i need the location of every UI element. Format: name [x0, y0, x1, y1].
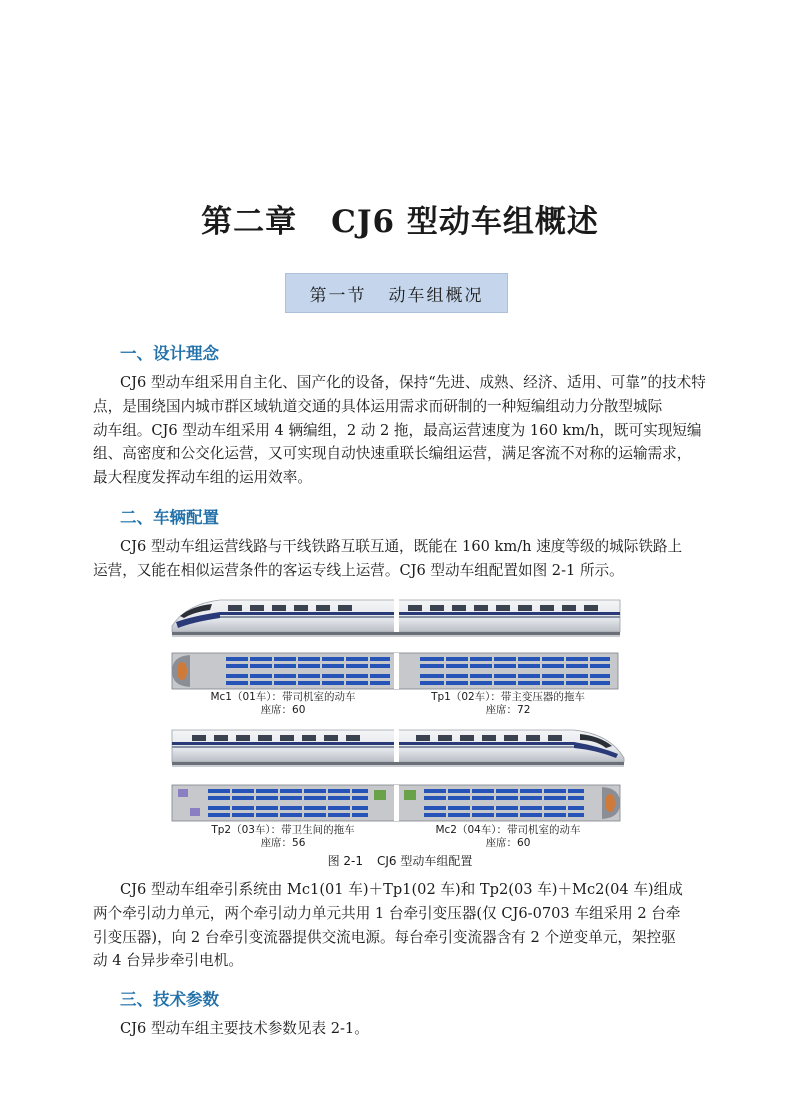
train-side-view-bottom — [172, 728, 624, 767]
car-seats: 座席：56 — [260, 837, 306, 849]
text-line: 动 4 台异步牵引电机。 — [93, 952, 243, 970]
text-line: 运营，又能在相似运营条件的客运专线上运营。CJ6 型动车组配置如图 2-1 所示。 — [93, 561, 624, 579]
text-line: CJ6 型动车组主要技术参数见表 2-1。 — [120, 1020, 369, 1037]
text-line: 最大程度发挥动车组的运用效率。 — [93, 469, 312, 487]
car-seats: 座席：60 — [260, 704, 306, 716]
text-line: 动车组。CJ6 型动车组采用 4 辆编组，2 动 2 拖，最高运营速度为 160 km/h，既可实现短编 — [93, 421, 702, 439]
text-line: 点，是围绕国内城市群区域轨道交通的具体运用需求而研制的一种短编组动力分散型城际 — [93, 397, 663, 415]
text-line: CJ6 型动车组采用自主化、国产化的设备，保持“先进、成熟、经济、适用、可靠”的技术特 — [120, 374, 706, 391]
text-line: 引变压器)，向 2 台牵引变流器提供交流电源。每台牵引变流器含有 2 个逆变单元，架控驱 — [93, 928, 676, 946]
car-caption-tp1 — [413, 691, 603, 717]
paragraph-tech-params — [93, 1017, 705, 1041]
car-seats: 座席：60 — [485, 837, 531, 849]
car-caption-mc2 — [413, 824, 603, 850]
floor-plan-bottom — [172, 785, 620, 821]
text-line: 两个牵引动力单元，两个牵引动力单元共用 1 台牵引变压器(仅 CJ6-0703 车组采用 2 台牵 — [93, 904, 681, 922]
car-label: Tp2（03车）：带卫生间的拖车 — [211, 824, 355, 836]
car-seats: 座席：72 — [485, 704, 531, 716]
paragraph-design-concept — [93, 371, 705, 490]
text-line: CJ6 型动车组牵引系统由 Mc1(01 车)＋Tp1(02 车)和 Tp2(03 车)＋Mc2(04 车)组成 — [120, 881, 683, 898]
section-title-box — [285, 273, 508, 313]
heading-tech-params: 三、技术参数 — [120, 990, 219, 1009]
figure-caption — [0, 852, 800, 869]
figure-number: 图 2-1 — [327, 854, 364, 868]
floor-plan-top — [172, 653, 618, 689]
text-line: CJ6 型动车组运营线路与干线铁路互联互通，既能在 160 km/h 速度等级的城际铁路上 — [120, 538, 683, 555]
figure-caption-text: CJ6 型动车组配置 — [377, 854, 473, 868]
text-line: 组、高密度和公交化运营，又可实现自动快速重联长编组运营，满足客流不对称的运输需求， — [93, 445, 692, 463]
train-side-view-top — [172, 598, 620, 637]
paragraph-traction — [93, 878, 705, 973]
chapter-title — [0, 196, 800, 241]
car-label: Tp1（02车）：带主变压器的拖车 — [431, 691, 585, 703]
chapter-name: CJ6 型动车组概述 — [331, 204, 599, 240]
car-caption-mc1 — [188, 691, 378, 717]
chapter-number: 第二章 — [201, 204, 298, 240]
paragraph-vehicle-config — [93, 535, 705, 583]
car-label: Mc2（04车）：带司机室的动车 — [435, 824, 581, 836]
heading-design-concept: 一、设计理念 — [120, 344, 219, 363]
car-caption-tp2 — [188, 824, 378, 850]
heading-vehicle-config: 二、车辆配置 — [120, 508, 219, 527]
section-number: 第一节 — [309, 285, 367, 306]
train-configuration-figure — [168, 590, 628, 865]
car-label: Mc1（01车）：带司机室的动车 — [210, 691, 356, 703]
section-name: 动车组概况 — [388, 285, 484, 306]
